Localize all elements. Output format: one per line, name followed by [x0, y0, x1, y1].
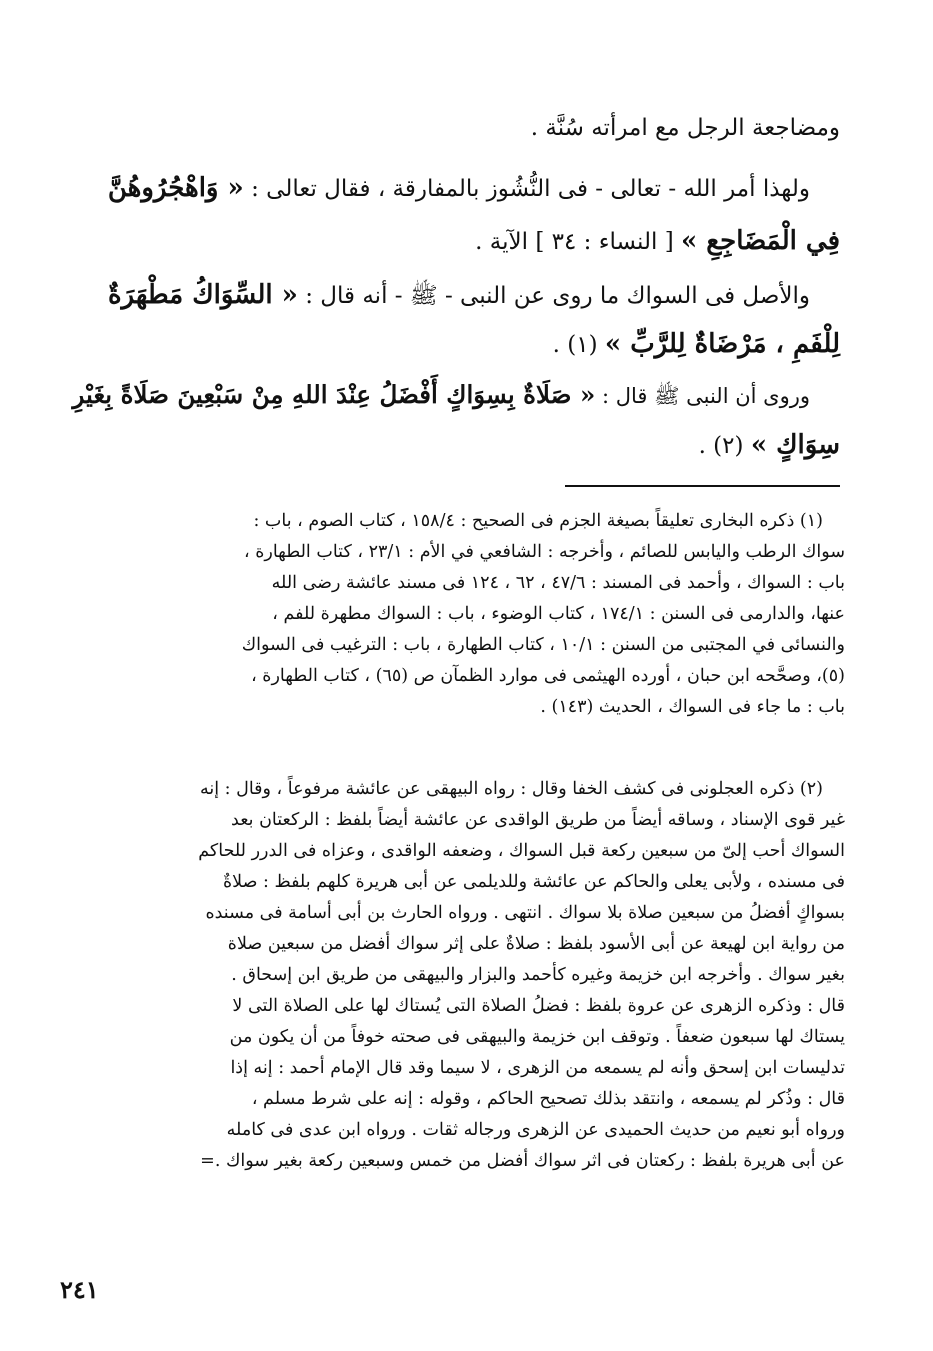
body-line-6-text: وروى أن النبى ﷺ قال : [595, 384, 810, 408]
footnote-line: باب : ما جاء فى السواك ، الحديث (١٤٣) . [540, 697, 845, 717]
footnote-line: يستاك لها سبعون ضعفاً . وتوقف ابن خزيمة والبيهقى فى صحته خوفاً من أن يكون من [229, 1027, 845, 1047]
footnote-line: (١) ذكره البخارى تعليقاً بصيغة الجزم فى الصحيح : ١٥٨/٤ ، كتاب الصوم ، باب : [253, 511, 823, 531]
hadith-quote-1-part2: لِلْفَمِ ، مَرْضَاةٌ لِلرَّبِّ » [604, 329, 840, 359]
footnote-line: تدليسات ابن إسحق وأنه لم يسمعه من الزهرى ، لا سيما وقد قال الإمام أحمد : إنه إذا [230, 1058, 845, 1078]
footnote-line: (٥)، وصحَّحه ابن حبان ، أورده الهيثمى فى موارد الظمآن ص (٦٥) ، كتاب الطهارة ، [251, 666, 845, 686]
footnote-2 [60, 774, 845, 1177]
body-line-2-text: ولهذا أمر الله - تعالى - فى النُّشُوز بالمفارقة ، فقال تعالى : [243, 176, 810, 202]
footnote-separator [565, 485, 840, 487]
footnote-line: باب : السواك ، وأحمد فى المسند : ٤٧/٦ ، ٦٢ ، ١٢٤ فى مسند عائشة رضى الله [271, 573, 845, 593]
footnote-line: من رواية ابن لهيعة عن أبى الأسود بلفظ : صلاةٌ على إثر سواك أفضل من سبعين صلاة [227, 934, 845, 954]
body-line-4-text: والأصل فى السواك ما روى عن النبى - ﷺ - أنه قال : [297, 283, 810, 309]
hadith-quote-2-part1: « صَلَاةٌ بِسِوَاكٍ أَفْضَلُ عِنْدَ اللهِ مِنْ سَبْعِينَ صَلَاةً بِغَيْرِ [72, 380, 596, 409]
footnote-line: والنسائى في المجتبى من السنن : ١٠/١ ، كتاب الطهارة ، باب : الترغيب فى السواك [241, 635, 845, 655]
hadith-quote-2-part2: سِوَاكٍ » [750, 430, 840, 460]
body-line-7-text: (٢) . [698, 433, 751, 459]
body-line-5 [60, 324, 840, 365]
body-line-3-text: [ النساء : ٣٤ ] الآية . [475, 229, 681, 255]
hadith-quote-1-part1: « السِّوَاكُ مَطْهَرَةٌ [107, 280, 298, 310]
footnote-line: عن أبى هريرة بلفظ : ركعتان فى اثر سواك أفضل من خمس وسبعين ركعة بغير سواك .= [200, 1151, 845, 1171]
paragraph-nushuz [60, 168, 840, 262]
footnote-1 [60, 506, 845, 723]
footnote-line: ورواه أبو نعيم من حديث الحميدى عن الزهرى ورجاله ثقات . ورواه ابن عدى فى كامله [226, 1120, 845, 1140]
body-line-3 [60, 221, 840, 262]
main-text [60, 108, 840, 148]
body-line-6 [60, 375, 840, 417]
footnote-line: عنها، والدارمى فى السنن : ١٧٤/١ ، كتاب الوضوء ، باب : السواك مطهرة للفم ، [272, 604, 845, 624]
footnote-line: بغير سواك . وأخرجه ابن خزيمة وغيره كأحمد والبزار والبيهقى من طريق ابن إسحاق . [231, 965, 845, 985]
footnote-line: قال : وذُكر لم يسمعه ، وانتقد بذلك تصحيح الحاكم ، وقوله : إنه على شرط مسلم ، [251, 1089, 845, 1109]
footnote-line: غير قوى الإسناد ، وساقه أيضاً من طريق الواقدى عن عائشة أيضاً بلفظ : الركعتان بعد [231, 810, 845, 830]
body-line-1 [60, 108, 840, 148]
body-line-5-text: (١) . [552, 332, 605, 358]
body-line-7 [60, 425, 840, 466]
footnote-line: بسواكٍ أفضلُ من سبعين صلاة بلا سواك . انتهى . ورواه الحارث بن أبى أسامة فى مسنده [205, 903, 845, 923]
footnote-line: (٢) ذكره العجلونى فى كشف الخفا وقال : رواه البيهقى عن عائشة مرفوعاً ، وقال : إنه [199, 779, 823, 799]
quran-quote-part1: « وَاهْجُرُوهُنَّ [107, 173, 244, 203]
body-line-1-text: ومضاجعة الرجل مع امرأته سُنَّة . [530, 115, 840, 141]
paragraph-siwak [60, 275, 840, 365]
footnote-line: فى مسنده ، ولأبى يعلى والحاكم عن عائشة وللديلمى عن أبى هريرة كلهم بلفظ : صلاةٌ [222, 872, 845, 892]
footnote-line: قال : وذكره الزهرى عن عروة بلفظ : فضلُ الصلاة التى يُستاك لها على الصلاة التى لا [232, 996, 845, 1016]
quran-quote-part2: فِي الْمَضَاجِعِ » [680, 226, 840, 256]
body-line-2 [60, 168, 840, 209]
body-line-4 [60, 275, 840, 316]
page-number: ٢٤١ [60, 1275, 99, 1304]
paragraph-salat [60, 375, 840, 466]
footnote-line: سواك الرطب واليابس للصائم ، وأخرجه : الشافعي في الأم : ٢٣/١ ، كتاب الطهارة ، [244, 542, 845, 562]
footnote-line: السواك أحب إلىّ من سبعين ركعة قبل السواك ، وضعفه الواقدى ، وعزاه فى الدرر للحاكم [198, 841, 845, 861]
